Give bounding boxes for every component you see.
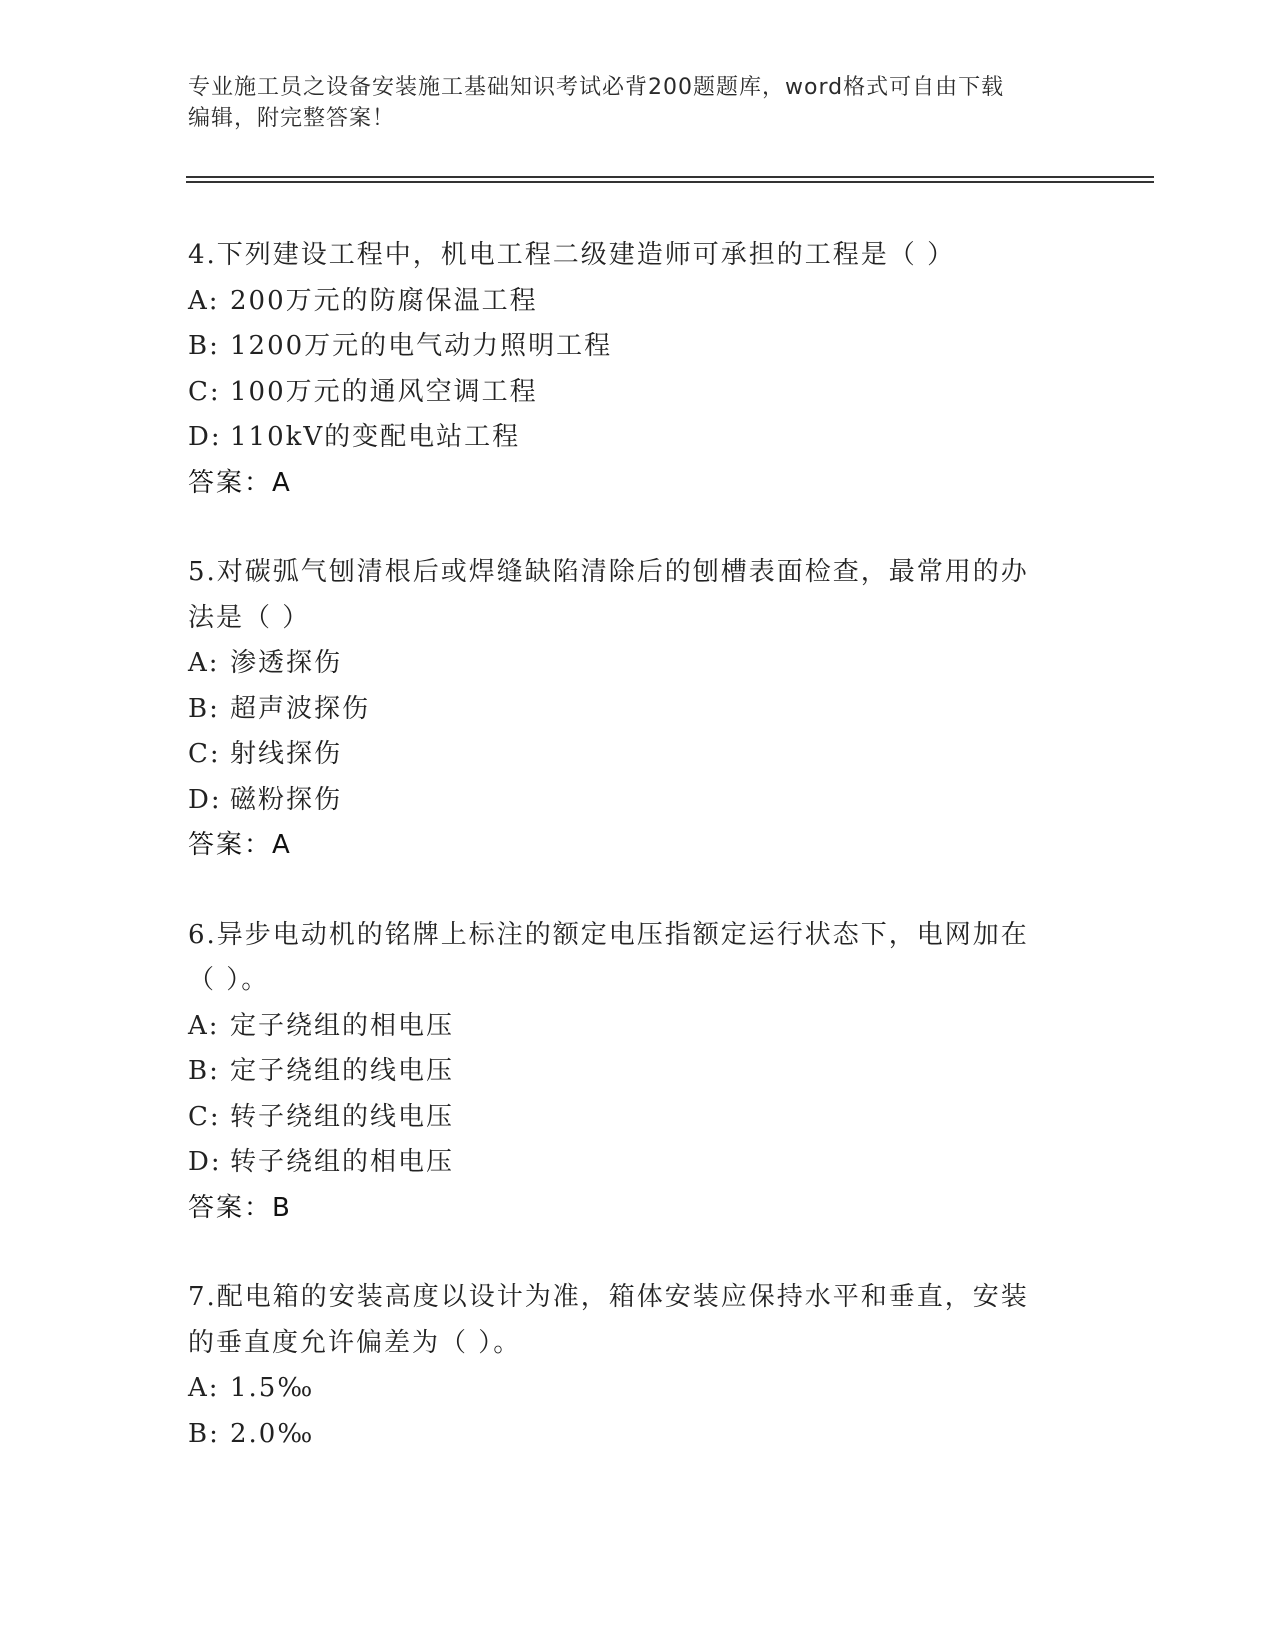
- question-stem: 5.对碳弧气刨清根后或焊缝缺陷清除后的刨槽表面检查，最常用的办: [188, 557, 1029, 587]
- option-key: A:: [188, 1373, 220, 1403]
- option-text: 磁粉探伤: [230, 784, 343, 815]
- option-key: B:: [188, 331, 220, 361]
- answer-option: [188, 1366, 1068, 1412]
- question-stem: 6.异步电动机的铭牌上标注的额定电压指额定运行状态下，电网加在: [188, 919, 1029, 950]
- answer-option: [188, 778, 1068, 824]
- option-text: 超声波探伤: [230, 693, 371, 724]
- option-text: 转子绕组的相电压: [230, 1147, 455, 1177]
- option-text: 转子绕组的线电压: [230, 1101, 455, 1132]
- answer-option: [188, 687, 1068, 733]
- question-stem: 的垂直度允许偏差为（ ）。: [188, 1327, 522, 1358]
- option-key: A:: [188, 648, 220, 678]
- answer-key: 答案：A: [188, 830, 292, 860]
- document-header: [188, 72, 1068, 134]
- answer-option: [188, 1095, 1068, 1141]
- answer-option: [188, 641, 1068, 687]
- option-text: 射线探伤: [230, 739, 343, 769]
- option-key: D:: [188, 1147, 222, 1177]
- question-block: [188, 550, 1068, 869]
- answer-option: [188, 415, 1068, 461]
- option-key: A:: [188, 1010, 220, 1041]
- option-text: 渗透探伤: [230, 648, 343, 678]
- option-text: 定子绕组的相电压: [230, 1010, 455, 1041]
- question-block: [188, 233, 1068, 506]
- question-stem: 7.配电箱的安装高度以设计为准，箱体安装应保持水平和垂直，安装: [188, 1282, 1029, 1312]
- option-text: 1200万元的电气动力照明工程: [230, 331, 613, 361]
- answer-option: [188, 1049, 1068, 1095]
- question-stem: 法是（ ）: [188, 602, 311, 633]
- answer-option: [188, 732, 1068, 778]
- option-key: C:: [188, 1101, 221, 1132]
- answer-key: 答案：B: [188, 1192, 292, 1223]
- answer-option: [188, 370, 1068, 416]
- header-line-2: 编辑，附完整答案！: [188, 106, 396, 131]
- question-stem: 4.下列建设工程中，机电工程二级建造师可承担的工程是（ ）: [188, 240, 956, 270]
- header-rule-bottom: [186, 181, 1154, 183]
- question-list: [188, 233, 1068, 1501]
- option-key: B:: [188, 1418, 220, 1449]
- option-key: C:: [188, 376, 221, 407]
- option-text: 110kV的变配电站工程: [230, 422, 521, 452]
- option-key: C:: [188, 739, 221, 769]
- answer-option: [188, 1004, 1068, 1050]
- answer-option: [188, 324, 1068, 370]
- option-text: 200万元的防腐保温工程: [230, 285, 538, 316]
- option-key: A:: [188, 285, 220, 316]
- answer-option: [188, 1140, 1068, 1186]
- answer-option: [188, 1412, 1068, 1458]
- option-key: B:: [188, 1056, 220, 1086]
- option-text: 2.0‰: [230, 1418, 315, 1449]
- option-text: 1.5‰: [230, 1373, 315, 1403]
- question-stem: （ ）。: [188, 965, 270, 995]
- question-block: [188, 1275, 1068, 1457]
- option-key: D:: [188, 784, 222, 815]
- option-key: B:: [188, 693, 220, 724]
- answer-key: 答案：A: [188, 467, 292, 498]
- option-text: 定子绕组的线电压: [230, 1056, 455, 1086]
- answer-option: [188, 279, 1068, 325]
- header-line-1: 专业施工员之设备安装施工基础知识考试必背200题题库，word格式可自由下载: [188, 75, 1005, 100]
- option-text: 100万元的通风空调工程: [230, 376, 538, 407]
- question-block: [188, 913, 1068, 1232]
- option-key: D:: [188, 422, 222, 452]
- header-rule-top: [186, 176, 1154, 178]
